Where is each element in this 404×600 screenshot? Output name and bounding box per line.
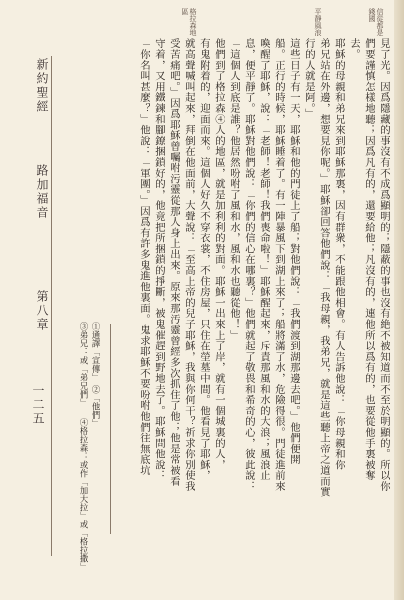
book-title: 新約聖經 [35, 58, 49, 114]
side-note-3-line-2: 區 [181, 8, 189, 15]
text-column-1: 見了光。因爲隱藏的事沒有不成爲顯明的；隱蔽的事也沒有絶不被知道而不至於明顯的。所以你 [378, 38, 390, 492]
text-column-6: 行的人就是阿。」 [303, 38, 315, 120]
text-column-10: 息，便平靜了。耶穌對他們說：「你們的信心在哪裏？」他們就起了敬畏和希奇的心，彼此說： [243, 38, 255, 492]
text-column-14: 就高聲喊叫起來，拜倒在他面前，大聲說：「至高上帝的兒子耶穌，我與你何干？祈求你別使我 [183, 38, 195, 492]
footnote-4: ④格拉森：或作「加大拉」或「格拉撒」 [79, 418, 89, 571]
text-column-17: 「你名叫甚麼？」他說：「軍團。」因爲有許多鬼進他裏面。鬼求耶穌不要吩咐他們往無底坑 [138, 38, 150, 476]
footnote-rule [110, 324, 111, 534]
text-column-4: 耶穌的母親和弟兄來到耶穌那裏，因有群衆，不能跟他相會。有人告訴他說：「你母親和你 [333, 38, 345, 470]
text-column-16: 守着，又用鐵鍊和腳鐐捆鎖好的，他竟把所捆鎖的掙斷，被鬼催趕到野地去了。耶穌問他說： [153, 38, 165, 481]
side-note-1-line-2: 錢國 [368, 8, 376, 22]
side-note-1 [368, 8, 384, 38]
text-column-8: 船。正行的時候，耶穌睡着了。有一陣暴風下到湖上來了；船將滿了水，危險得很。門徒進前來 [273, 38, 285, 492]
header-rule [51, 56, 52, 556]
footnote-2: ②「他們」 [91, 385, 101, 428]
text-column-9: 喚醒了耶穌，說：「老師！老師！我們喪命啦！」耶穌醒起來，斥責那風和水的大浪；風浪止 [258, 38, 270, 481]
footnote-1: ①通譯「宣傳」 [91, 322, 101, 382]
text-column-7: 這些日子有一天，耶穌和他的門徒上了船；對他們說：「我們渡到湖那邊去吧。」他們便開 [288, 38, 300, 465]
chapter-title: 第八章 [35, 290, 49, 332]
text-column-15: 受苦痛吧。」因爲耶穌曾囑咐污靈從那人身上出來。原來那汚靈曾經多次抓住了他；他是常被看 [168, 38, 180, 487]
text-column-12: 他們到了格拉森④人的地區，就是加利利的對面。耶穌一出來上了岸，就有一個城裏的人， [213, 38, 225, 470]
side-note-3-line-1: 格拉森地 [189, 8, 197, 36]
page-edge [394, 0, 404, 600]
text-column-2: 們要謹慎怎樣地聽；因爲凡有的，還要給他；凡沒有的，連他所以爲有的，也要從他手裏被奪 [363, 38, 375, 481]
text-column-3: 去。 [348, 38, 360, 60]
footnote-3: ③弟兄：或「弟兄們」 [79, 322, 89, 407]
page-number: 一二五 [31, 384, 45, 426]
gospel-title: 路加福音 [35, 164, 49, 220]
side-note-2-line-1: 平靜風浪 [314, 8, 322, 36]
text-column-11: 「這個人到底是誰？他居然吩咐了風和水，風和水也聽從他！」 [228, 38, 240, 341]
side-note-1-line-1: 信從都是 [376, 8, 384, 36]
text-column-13: 有鬼附着的，迎面而來。這個人好久不穿衣裳，不住房屋，只住在塋墓中間。他看見了耶穌， [198, 38, 210, 481]
text-column-5: 弟兄站在外邊，想要見你呢。」耶穌卻回答他們說：「我母親，我弟兄，就是這些聽上帝之道而實 [318, 38, 330, 498]
